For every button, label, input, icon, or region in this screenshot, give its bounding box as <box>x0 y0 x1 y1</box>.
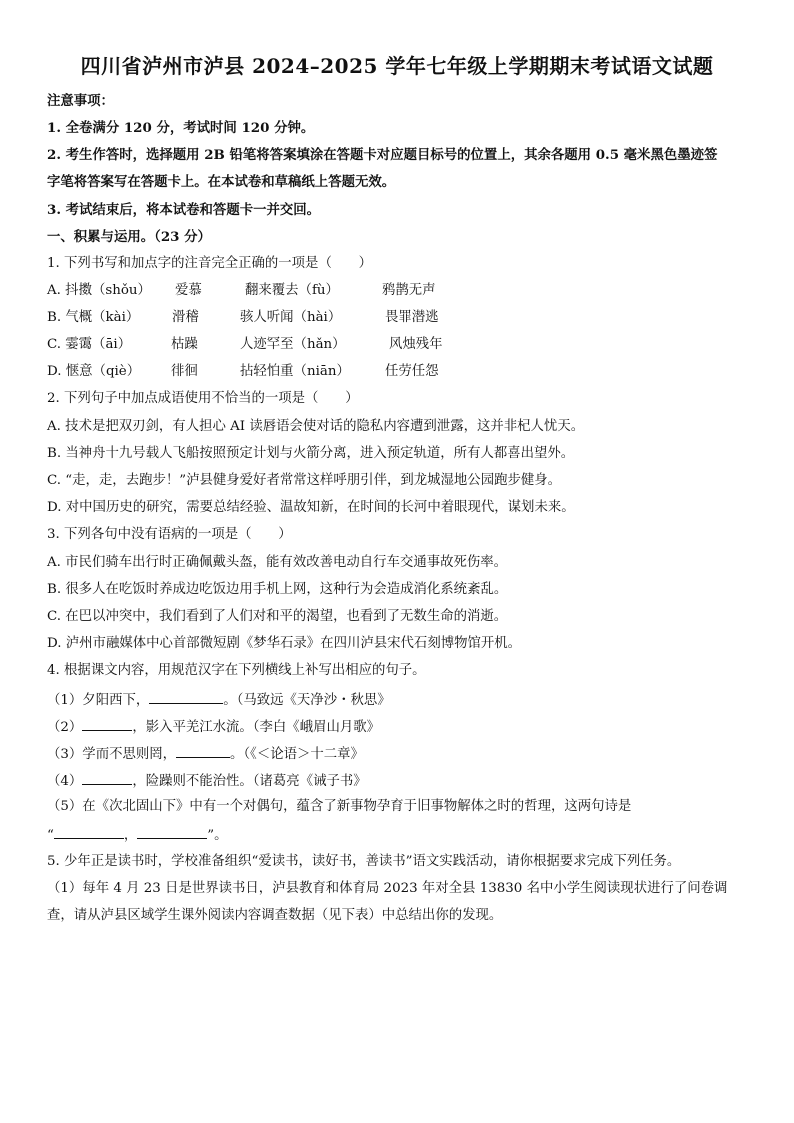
notice-item-1: 1. 全卷满分 120 分，考试时间 120 分钟。 <box>47 120 315 136</box>
q4-item-5-blanks <box>47 825 747 845</box>
q4-item-3-pre: （3）学而不思则罔， <box>47 747 177 762</box>
q3-option-b: B. 很多人在吃饭时养成边吃饭边用手机上网，这种行为会造成消化系统紊乱。 <box>47 582 508 597</box>
q4-item-1-post: 。（马致远《天净沙・秋思》 <box>223 693 391 708</box>
q4-item-2 <box>47 717 747 737</box>
q1-a-word2: 爱慕 <box>175 283 202 298</box>
q3-option-d: D. 泸州市融媒体中心首部微短剧《梦华石录》在四川泸县宋代石刻博物馆开机。 <box>47 636 522 651</box>
q1-d-word1: D. 惬意（qiè） <box>47 364 141 379</box>
q5-stem: 5. 少年正是读书时，学校准备组织“爱读书，读好书，善读书”语文实践活动，请你根据要求完成下列任务。 <box>47 854 681 869</box>
q2-stem: 2. 下列句子中加点成语使用不恰当的一项是（ ） <box>47 391 359 406</box>
q1-c-word1: C. 霎霭（āi） <box>47 337 132 352</box>
q1-c-word3: 人迹罕至（hǎn） <box>240 337 346 352</box>
q4-item-5-blank-1 <box>54 825 124 839</box>
q1-b-word1: B. 气概（kài） <box>47 310 140 325</box>
q4-item-5-open-quote: “ <box>47 828 54 843</box>
q1-a-word3: 翻来覆去（fù） <box>245 283 339 298</box>
q1-a-word1: A. 抖擞（shǒu） <box>47 283 151 298</box>
q2-option-d: D. 对中国历史的研究，需要总结经验、温故知新，在时间的长河中着眼现代，谋划未来。 <box>47 500 575 515</box>
q5-sub1-line1: （1）每年 4 月 23 日是世界读书日，泸县教育和体育局 2023 年对全县 13830 名中小学生阅读现状进行了问卷调 <box>47 881 728 896</box>
q4-item-1-pre: （1）夕阳西下， <box>47 693 150 708</box>
q4-item-4-post: ，险躁则不能治性。（诸葛亮《诫子书》 <box>132 774 367 789</box>
q4-item-2-post: ，影入平羌江水流。（李白《峨眉山月歌》 <box>132 720 381 735</box>
notice-item-3: 3. 考试结束后，将本试卷和答题卡一并交回。 <box>47 202 321 218</box>
q4-stem: 4. 根据课文内容，用规范汉字在下列横线上补写出相应的句子。 <box>47 663 426 678</box>
section-1-heading: 一、积累与运用。（23 分） <box>47 229 211 245</box>
q3-option-a: A. 市民们骑车出行时正确佩戴头盔，能有效改善电动自行车交通事故死伤率。 <box>47 555 508 570</box>
q1-option-b <box>47 309 747 327</box>
q1-d-word2: 徘徊 <box>171 364 198 379</box>
q1-option-a <box>47 282 747 300</box>
notice-heading: 注意事项： <box>47 93 114 109</box>
q2-option-c: C. “走，走，去跑步！”泸县健身爱好者常常这样呼朋引伴，到龙城湿地公园跑步健身。 <box>47 473 562 488</box>
q4-item-5-text: （5）在《次北固山下》中有一个对偶句，蕴含了新事物孕育于旧事物解体之时的哲理，这两句诗是 <box>47 799 632 814</box>
q3-option-c: C. 在巴以冲突中，我们看到了人们对和平的渴望，也看到了无数生命的消逝。 <box>47 609 508 624</box>
notice-item-2a: 2. 考生作答时，选择题用 2B 铅笔将答案填涂在答题卡对应题目标号的位置上，其余各题用 0.5 毫米黑色墨迹签 <box>47 147 718 163</box>
q5-sub1-line2: 查，请从泸县区域学生课外阅读内容调查数据（见下表）中总结出你的发现。 <box>47 908 503 923</box>
q1-stem: 1. 下列书写和加点字的注音完全正确的一项是（ ） <box>47 256 373 271</box>
q4-item-5-close-quote: ”。 <box>207 828 228 843</box>
q4-item-2-pre: （2） <box>47 720 83 735</box>
q1-d-word3: 拈轻怕重（niān） <box>240 364 350 379</box>
exam-title: 四川省泸州市泸县 2024–2025 学年七年级上学期期末考试语文试题 <box>80 54 714 78</box>
q1-c-word2: 枯躁 <box>171 337 198 352</box>
q4-item-3-post: 。（《＜论语＞十二章》 <box>230 747 364 762</box>
q3-stem: 3. 下列各句中没有语病的一项是（ ） <box>47 527 292 542</box>
q1-option-c <box>47 336 747 354</box>
q4-item-3 <box>47 744 747 764</box>
q4-item-5-blank-2 <box>137 825 207 839</box>
q2-option-b: B. 当神舟十九号载人飞船按照预定计划与火箭分离，进入预定轨道，所有人都喜出望外。 <box>47 446 575 461</box>
q4-item-1-blank <box>149 690 223 704</box>
q1-c-word4: 风烛残年 <box>389 337 443 352</box>
q1-b-word4: 畏罪潜逃 <box>385 310 439 325</box>
q1-option-d <box>47 363 747 381</box>
q4-item-2-blank <box>82 717 132 731</box>
q1-a-word4: 鸦鹊无声 <box>382 283 436 298</box>
q4-item-1 <box>47 690 747 710</box>
q4-item-4-pre: （4） <box>47 774 83 789</box>
q1-d-word4: 任劳任怨 <box>385 364 439 379</box>
q4-item-5-comma: ， <box>123 828 138 843</box>
q2-option-a: A. 技术是把双刃剑，有人担心 AI 读唇语会使对话的隐私内容遭到泄露，这并非杞人忧天。 <box>47 419 585 434</box>
q4-item-4 <box>47 771 747 791</box>
q4-item-4-blank <box>82 771 132 785</box>
notice-item-2b: 字笔将答案写在答题卡上。在本试卷和草稿纸上答题无效。 <box>47 174 396 190</box>
q4-item-3-blank <box>176 744 230 758</box>
q1-b-word3: 骇人听闻（hài） <box>240 310 342 325</box>
q1-b-word2: 滑稽 <box>172 310 199 325</box>
